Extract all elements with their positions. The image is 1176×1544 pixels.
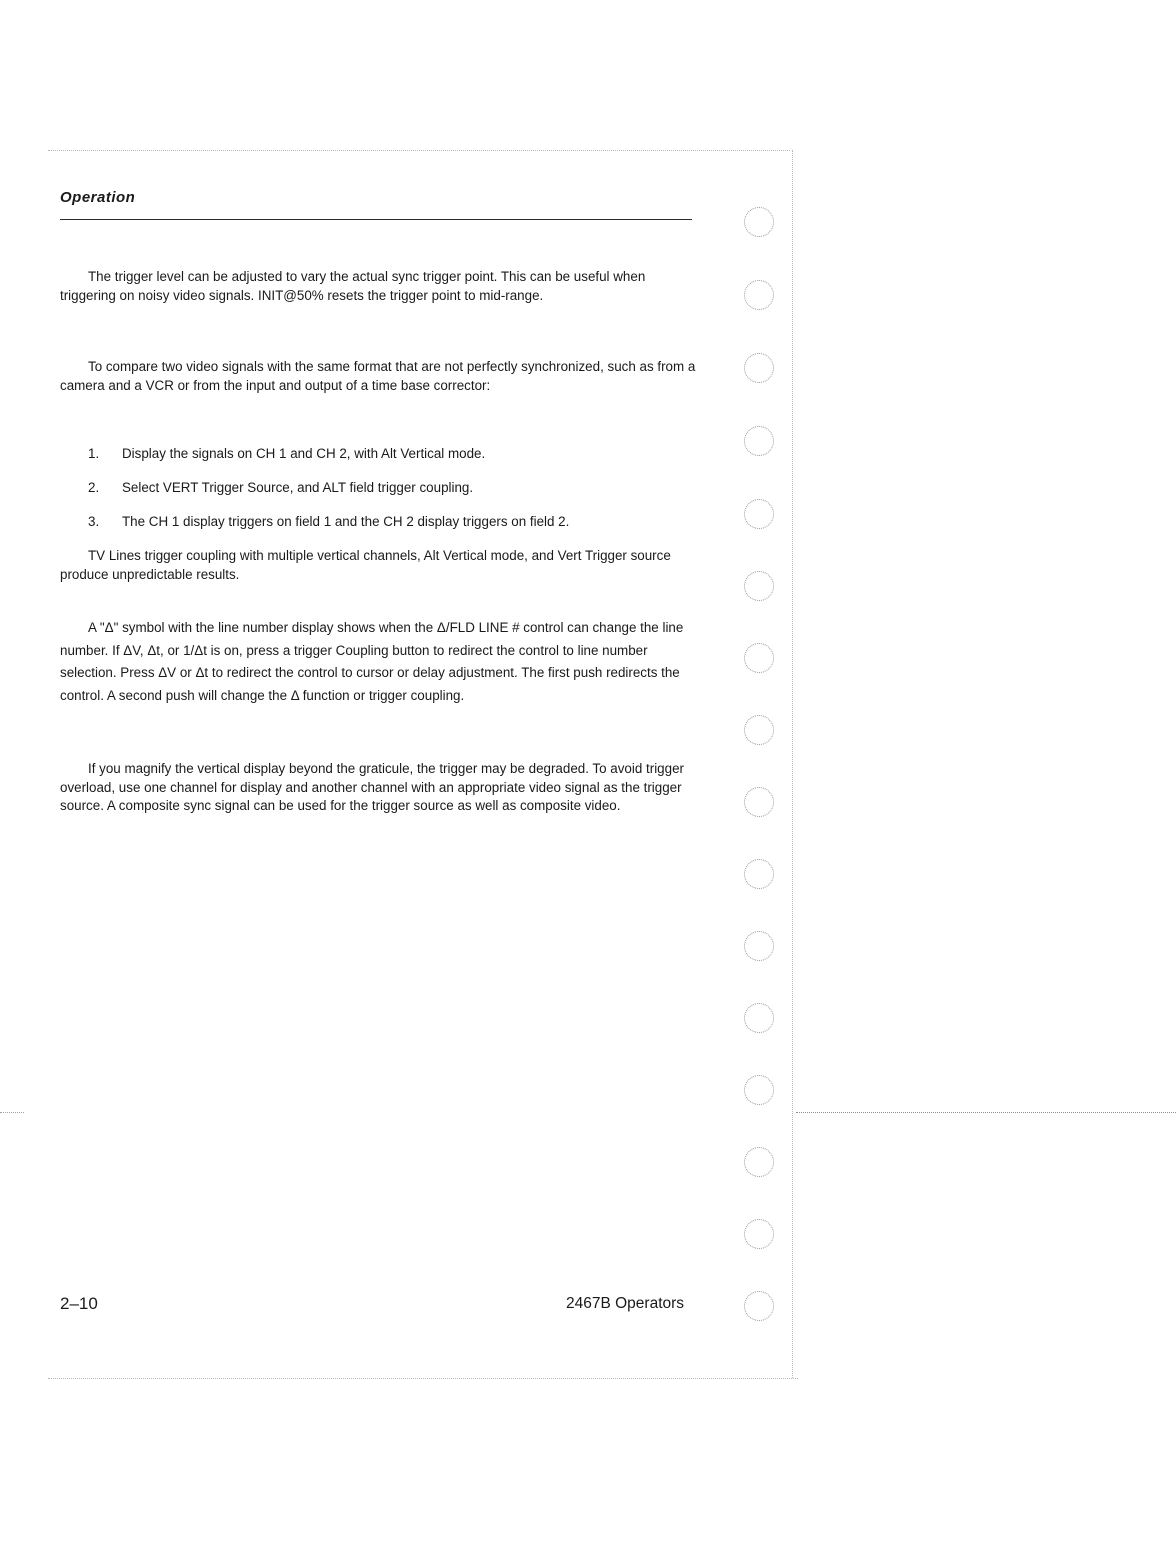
step-number: 2. (88, 480, 100, 495)
binder-hole (744, 1291, 774, 1321)
paragraph-compare-signals: To compare two video signals with the same format that are not perfectly synchronized, such as from a camera and a VCR or from the input and output of a time base corrector: (60, 359, 696, 393)
binder-hole (744, 426, 774, 456)
list-item (88, 445, 698, 463)
fold-line-right (796, 1112, 1176, 1113)
step-text: Display the signals on CH 1 and CH 2, with Alt Vertical mode. (122, 446, 486, 461)
page-trim-bottom (48, 1378, 798, 1379)
paragraph-delta-symbol: A "Δ" symbol with the line number display shows when the Δ/FLD LINE # control can change the line number. If ΔV, Δt, or 1/Δt is on, press a trigger Coupling button to redirect the control to line number selection. Press ΔV or Δt to redirect the control to cursor or delay adjustment. The first push redirects the control. A second push will change the Δ function or trigger coupling. (60, 620, 684, 703)
page-trim-right (792, 150, 793, 1378)
binder-hole (744, 1147, 774, 1177)
binder-hole (744, 499, 774, 529)
step-text: The CH 1 display triggers on field 1 and the CH 2 display triggers on field 2. (122, 514, 570, 529)
binder-hole (744, 643, 774, 673)
step-text: Select VERT Trigger Source, and ALT field trigger coupling. (122, 480, 474, 495)
page-number: 2–10 (60, 1294, 98, 1313)
binder-hole (744, 571, 774, 601)
binder-hole (744, 931, 774, 961)
manual-name: 2467B Operators (566, 1295, 685, 1312)
binder-hole (744, 280, 774, 310)
binder-hole (744, 715, 774, 745)
fold-line-left (0, 1112, 24, 1113)
paragraph-tv-lines-note: TV Lines trigger coupling with multiple vertical channels, Alt Vertical mode, and Vert Trigger source produce unpredictable results. (60, 548, 671, 582)
list-item (88, 513, 698, 531)
paragraph-magnify-display: If you magnify the vertical display beyond the graticule, the trigger may be degraded. To avoid trigger overload, use one channel for display and another channel with an appropriate video signal as the trigger source. A composite sync signal can be used for the trigger source as well as composite video. (60, 761, 684, 813)
binder-hole (744, 1219, 774, 1249)
binder-hole (744, 1075, 774, 1105)
paragraph-trigger-level: The trigger level can be adjusted to vary the actual sync trigger point. This can be useful when triggering on noisy video signals. INIT@50% resets the trigger point to mid-range. (60, 269, 646, 303)
binder-hole (744, 353, 774, 383)
title-rule (60, 219, 692, 220)
binder-hole (744, 859, 774, 889)
binder-hole (744, 1003, 774, 1033)
list-item (88, 479, 698, 497)
section-title: Operation (60, 189, 136, 206)
binder-hole (744, 787, 774, 817)
binder-hole (744, 207, 774, 237)
step-number: 1. (88, 446, 100, 461)
step-number: 3. (88, 514, 100, 529)
page-trim-top (48, 150, 790, 151)
